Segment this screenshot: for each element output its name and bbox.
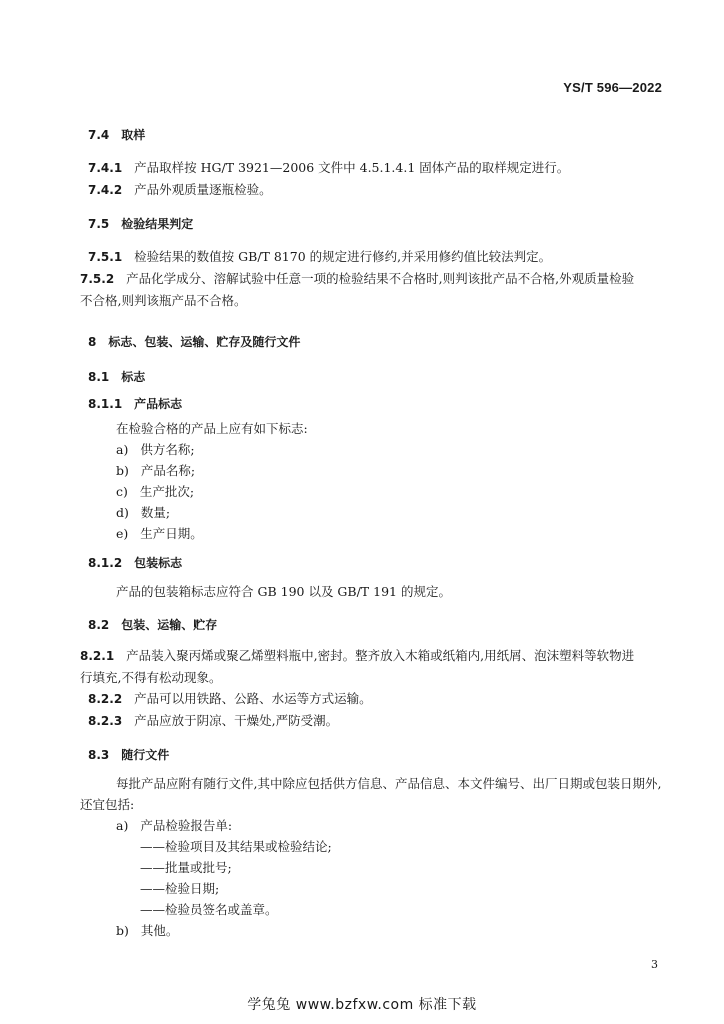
clause-number: 7.4.1 [88, 161, 123, 175]
clause-text: 产品外观质量逐瓶检验。 [134, 182, 272, 197]
clause-8-2-2 [88, 688, 666, 710]
section-8-2-heading [88, 614, 666, 635]
list-item: e) 生产日期。 [116, 526, 203, 541]
clause-number: 7.5.1 [88, 250, 123, 264]
accompanying-docs-paragraph [80, 773, 666, 815]
clause-text: 产品取样按 HG/T 3921—2006 文件中 4.5.1.4.1 固体产品的取样规定进行。 [134, 160, 570, 175]
clause-8-2-1 [80, 645, 666, 688]
list-item: b) 其他。 [116, 923, 179, 938]
subsection-8-1-2-heading [88, 552, 666, 573]
clause-text: 产品应放于阴凉、干燥处,严防受潮。 [134, 713, 339, 728]
section-title: 随行文件 [121, 748, 170, 762]
clause-7-4-2 [88, 179, 666, 201]
packaging-marking-text: 产品的包装箱标志应符合 GB 190 以及 GB/T 191 的规定。 [116, 584, 451, 599]
page-number: 3 [651, 958, 658, 971]
section-7-4-heading [88, 124, 666, 145]
chapter-title: 标志、包装、运输、贮存及随行文件 [108, 335, 301, 349]
section-number: 7.4 [88, 128, 110, 142]
marking-intro: 在检验合格的产品上应有如下标志: [116, 421, 308, 436]
section-title: 检验结果判定 [121, 217, 194, 231]
list-item: b) 产品名称; [116, 463, 196, 478]
standard-code: YS/T 596—2022 [563, 80, 662, 95]
section-7-5-heading [88, 213, 666, 234]
clause-text-line2: 行填充,不得有松动现象。 [80, 670, 222, 685]
section-title: 包装、运输、贮存 [121, 618, 218, 632]
chapter-number: 8 [88, 335, 97, 349]
section-title: 取样 [121, 128, 146, 142]
chapter-8-heading [88, 331, 666, 352]
clause-text-line2: 不合格,则判该瓶产品不合格。 [80, 293, 247, 308]
list-item: d) 数量; [116, 505, 171, 520]
section-title: 标志 [121, 370, 146, 384]
section-number: 8.3 [88, 748, 110, 762]
section-number: 8.1 [88, 370, 110, 384]
dash-item: ——检验员签名或盖章。 [140, 902, 278, 917]
subsection-title: 包装标志 [134, 556, 183, 570]
paragraph-line1: 每批产品应附有随行文件,其中除应包括供方信息、产品信息、本文件编号、出厂日期或包装日期外, [116, 776, 662, 791]
section-number: 7.5 [88, 217, 110, 231]
dash-item: ——批量或批号; [140, 860, 232, 875]
section-number: 8.2 [88, 618, 110, 632]
clause-text: 检验结果的数值按 GB/T 8170 的规定进行修约,并采用修约值比较法判定。 [134, 249, 552, 264]
document-body [80, 124, 666, 941]
clause-number: 8.2.2 [88, 692, 123, 706]
clause-text-line1: 产品化学成分、溶解试验中任意一项的检验结果不合格时,则判该批产品不合格,外观质量检验 [126, 271, 635, 286]
list-item: a) 产品检验报告单: [116, 818, 233, 833]
clause-text-line1: 产品装入聚丙烯或聚乙烯塑料瓶中,密封。整齐放入木箱或纸箱内,用纸屑、泡沫塑料等软物进 [126, 648, 635, 663]
clause-7-5-2 [80, 268, 666, 311]
subsection-number: 8.1.1 [88, 397, 123, 411]
subsection-8-1-1-heading [88, 393, 666, 414]
clause-8-2-3 [88, 710, 666, 732]
subsection-title: 产品标志 [134, 397, 183, 411]
clause-text: 产品可以用铁路、公路、水运等方式运输。 [134, 691, 372, 706]
clause-number: 8.2.1 [80, 649, 115, 663]
subsection-number: 8.1.2 [88, 556, 123, 570]
clause-number: 7.4.2 [88, 183, 123, 197]
dash-item: ——检验项目及其结果或检验结论; [140, 839, 332, 854]
clause-7-4-1 [88, 157, 666, 179]
list-item: a) 供方名称; [116, 442, 195, 457]
clause-number: 8.2.3 [88, 714, 123, 728]
paragraph-line2: 还宜包括: [80, 797, 135, 812]
section-8-1-heading [88, 366, 666, 387]
list-item: c) 生产批次; [116, 484, 195, 499]
clause-number: 7.5.2 [80, 272, 115, 286]
section-8-3-heading [88, 744, 666, 765]
dash-item: ——检验日期; [140, 881, 220, 896]
clause-7-5-1 [88, 246, 666, 268]
watermark-text: 学兔兔 www.bzfxw.com 标准下载 [247, 997, 477, 1013]
